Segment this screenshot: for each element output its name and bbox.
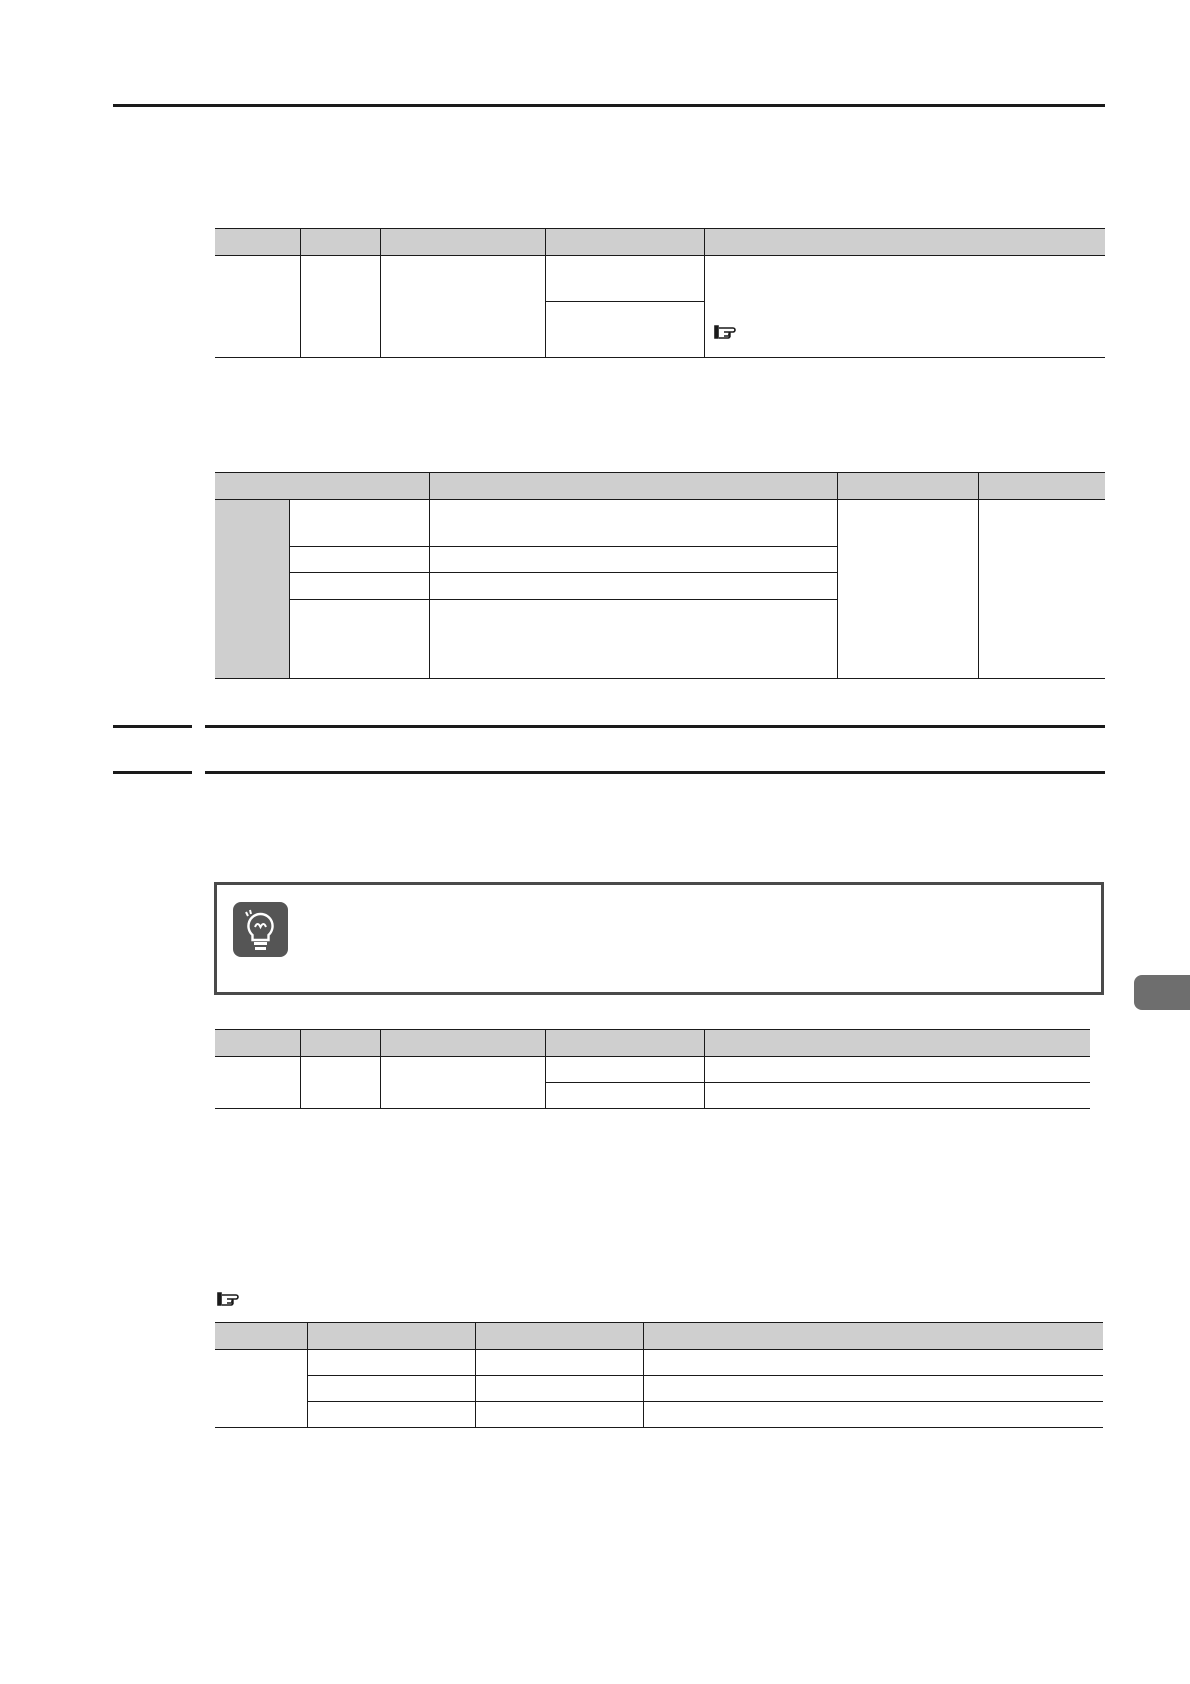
table-row [215,1402,1103,1428]
header-cell [300,1030,380,1057]
table-row [215,256,1105,302]
table-cell [289,547,429,573]
parameter-table-3 [215,1029,1090,1109]
table-cell [215,256,300,358]
pointing-hand-icon [713,323,737,341]
section-rule [205,771,1105,774]
header-cell [545,229,704,256]
header-cell [475,1323,643,1350]
table-cell [704,1057,1090,1083]
header-cell [643,1323,1103,1350]
table-row [215,500,1105,547]
table-cell [545,1083,704,1109]
table-cell [704,1083,1090,1109]
chapter-edge-tab [1134,975,1190,1010]
table-cell [643,1402,1103,1428]
table-header-row [215,229,1105,256]
parameter-table-4 [215,1322,1103,1428]
section-rule [113,725,192,728]
table-cell [704,256,1105,358]
parameter-table-1 [215,228,1105,358]
table-cell [307,1402,475,1428]
table-row [215,1057,1090,1083]
table-cell [307,1376,475,1402]
header-cell [215,1030,300,1057]
table-cell [215,1057,300,1109]
table-cell [429,500,837,547]
table-cell [475,1402,643,1428]
header-cell [978,473,1105,500]
pointing-hand-icon [216,1290,240,1308]
table-cell [429,573,837,600]
table-cell [475,1350,643,1376]
table-cell [215,1350,307,1428]
section-rule [205,725,1105,728]
header-cell [215,1323,307,1350]
table-header-row [215,1323,1103,1350]
table-cell [307,1350,475,1376]
group-label-cell [215,500,289,679]
section-rule [113,771,192,774]
table-row [215,1350,1103,1376]
table-cell [289,500,429,547]
table-cell [978,500,1105,679]
table-cell [380,256,545,358]
header-cell [215,473,429,500]
table-cell [643,1376,1103,1402]
information-box [214,882,1104,995]
table-cell [289,600,429,679]
header-cell [429,473,837,500]
parameter-table-2 [215,472,1105,679]
table-cell [643,1350,1103,1376]
table-cell [475,1376,643,1402]
table-cell [837,500,978,679]
header-cell [704,1030,1090,1057]
table-cell [429,547,837,573]
table-cell [289,573,429,600]
page-reference [216,1290,240,1313]
table-header-row [215,1030,1090,1057]
top-rule [113,104,1105,107]
header-cell [545,1030,704,1057]
header-cell [704,229,1105,256]
table-cell [380,1057,545,1109]
header-cell [300,229,380,256]
table-row [215,1376,1103,1402]
header-cell [215,229,300,256]
table-cell [429,600,837,679]
header-cell [307,1323,475,1350]
header-cell [380,229,545,256]
header-cell [380,1030,545,1057]
lightbulb-icon [233,902,288,957]
table-cell [300,1057,380,1109]
table-cell [545,256,704,302]
header-cell [837,473,978,500]
table-cell [545,302,704,358]
table-cell [545,1057,704,1083]
table-header-row [215,473,1105,500]
table-cell [300,256,380,358]
